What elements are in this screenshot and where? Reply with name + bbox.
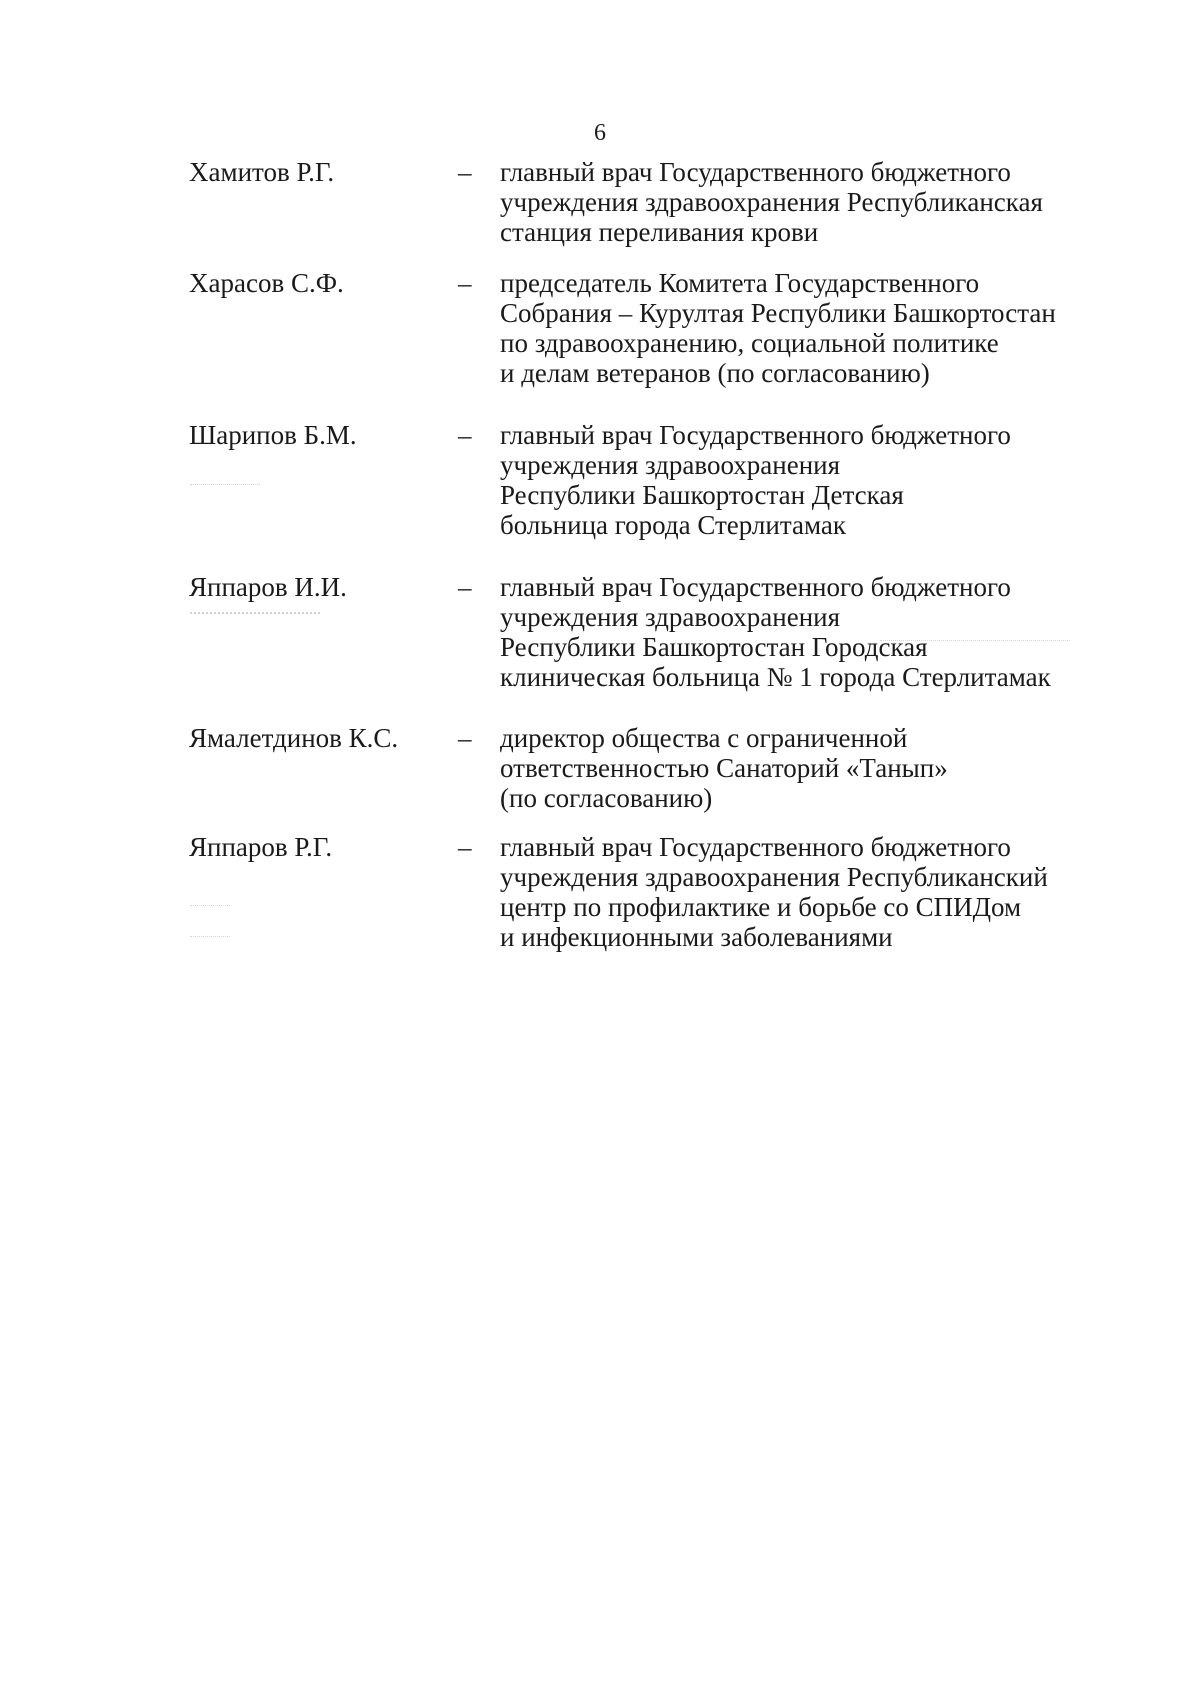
separator-dash: – [458,572,472,602]
position-line: по здравоохранению, социальной политике [500,328,999,358]
page-number: 6 [594,120,606,146]
position-line: учреждения здравоохранения [500,450,841,480]
scan-artifact [190,612,320,624]
position-line: больница города Стерлитамак [500,510,846,540]
member-name: Харасов С.Ф. [189,268,344,298]
position-line: председатель Комитета Государственного [500,268,980,298]
position-line: учреждения здравоохранения Республиканская [500,187,1043,217]
position-line: Собрания – Курултая Республики Башкортостан [500,298,1056,328]
position-line: главный врач Государственного бюджетного [500,157,1011,187]
position-line: и делам ветеранов (по согласованию) [500,358,930,388]
separator-dash: – [458,157,472,187]
member-position [500,723,1100,813]
position-line: ответственностью Санаторий «Танып» [500,753,948,783]
member-position [500,420,1100,540]
position-line: учреждения здравоохранения Республиканский [500,862,1048,892]
member-position [500,157,1100,247]
scan-artifact [190,484,260,495]
position-line: главный врач Государственного бюджетного [500,832,1011,862]
member-name: Яппаров Р.Г. [189,832,333,862]
separator-dash: – [458,420,472,450]
position-line: учреждения здравоохранения [500,602,841,632]
position-line: центр по профилактике и борьбе со СПИДом [500,892,1022,922]
scan-artifact [190,905,230,937]
position-line: Республики Башкортостан Городская [500,632,928,662]
member-name: Хамитов Р.Г. [189,157,335,187]
position-line: (по согласованию) [500,783,713,813]
separator-dash: – [458,832,472,862]
scan-artifact [880,640,1070,651]
position-line: клиническая больница № 1 города Стерлитамак [500,662,1051,692]
member-position [500,268,1100,388]
position-line: главный врач Государственного бюджетного [500,572,1011,602]
position-line: Республики Башкортостан Детская [500,480,904,510]
member-name: Шарипов Б.М. [189,420,357,450]
position-line: станция переливания крови [500,217,819,247]
member-name: Ямалетдинов К.С. [189,723,399,753]
position-line: директор общества с ограниченной [500,723,908,753]
member-position [500,832,1100,952]
position-line: и инфекционными заболеваниями [500,922,893,952]
separator-dash: – [458,723,472,753]
separator-dash: – [458,268,472,298]
position-line: главный врач Государственного бюджетного [500,420,1011,450]
member-position [500,572,1100,692]
member-name: Яппаров И.И. [189,572,347,602]
